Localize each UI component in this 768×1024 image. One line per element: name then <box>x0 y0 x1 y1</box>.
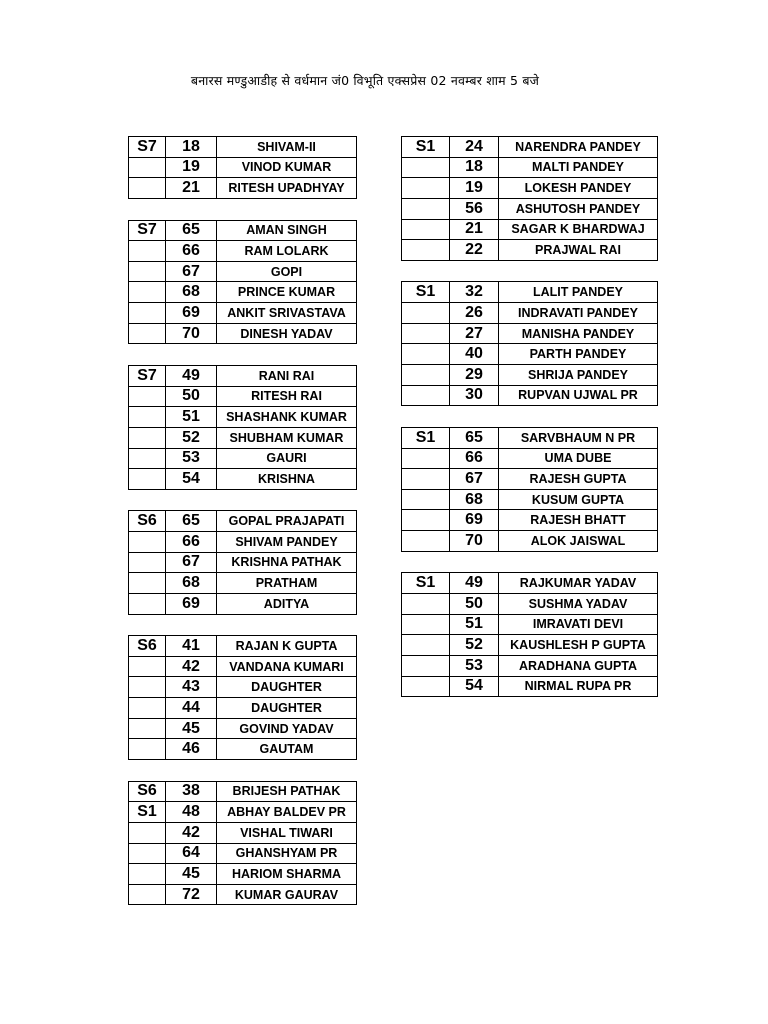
name-cell: SHIVAM PANDEY <box>217 532 357 553</box>
passenger-row <box>129 802 357 823</box>
passenger-row <box>402 219 658 240</box>
passenger-row <box>402 282 658 303</box>
seat-cell: 18 <box>166 137 217 158</box>
passenger-row <box>402 489 658 510</box>
seat-cell: 51 <box>166 407 217 428</box>
coach-cell <box>129 407 166 428</box>
seat-cell: 41 <box>166 636 217 657</box>
seat-cell: 68 <box>166 282 217 303</box>
name-cell: SARVBHAUM N PR <box>499 427 658 448</box>
coach-cell <box>129 593 166 614</box>
seat-cell: 49 <box>450 573 499 594</box>
name-cell: KRISHNA <box>217 469 357 490</box>
name-cell: GOPAL PRAJAPATI <box>217 511 357 532</box>
seat-cell: 45 <box>166 718 217 739</box>
passenger-row <box>129 864 357 885</box>
seat-cell: 52 <box>166 427 217 448</box>
coach-cell <box>402 198 450 219</box>
seat-cell: 66 <box>166 241 217 262</box>
coach-cell: S1 <box>402 137 450 158</box>
seat-cell: 68 <box>450 489 499 510</box>
coach-cell <box>129 884 166 905</box>
passenger-row <box>402 365 658 386</box>
coach-cell <box>402 593 450 614</box>
coach-cell <box>129 698 166 719</box>
coach-cell <box>129 323 166 344</box>
coach-cell <box>402 448 450 469</box>
name-cell: RAJESH BHATT <box>499 510 658 531</box>
name-cell: PRAJWAL RAI <box>499 240 658 261</box>
passenger-row <box>402 157 658 178</box>
seat-cell: 69 <box>166 303 217 324</box>
passenger-group-table <box>128 510 357 614</box>
passenger-row <box>402 198 658 219</box>
passenger-row <box>129 137 357 158</box>
passenger-row <box>129 718 357 739</box>
coach-cell: S6 <box>129 511 166 532</box>
name-cell: PARTH PANDEY <box>499 344 658 365</box>
seat-cell: 22 <box>450 240 499 261</box>
passenger-row <box>129 781 357 802</box>
seat-cell: 38 <box>166 781 217 802</box>
seat-cell: 21 <box>166 178 217 199</box>
passenger-row <box>129 241 357 262</box>
name-cell: SHASHANK KUMAR <box>217 407 357 428</box>
passenger-row <box>402 448 658 469</box>
passenger-row <box>402 178 658 199</box>
page-title: बनारस मण्डुआडीह से वर्धमान जं0 विभूति एक्सप्रेस 02 नवम्बर शाम 5 बजे <box>190 73 540 88</box>
coach-cell <box>129 822 166 843</box>
seat-cell: 43 <box>166 677 217 698</box>
seat-cell: 42 <box>166 822 217 843</box>
passenger-row <box>402 676 658 697</box>
seat-cell: 42 <box>166 656 217 677</box>
passenger-group-table <box>401 427 658 552</box>
seat-cell: 26 <box>450 303 499 324</box>
name-cell: SUSHMA YADAV <box>499 593 658 614</box>
seat-cell: 65 <box>166 220 217 241</box>
passenger-row <box>129 532 357 553</box>
coach-cell: S6 <box>129 781 166 802</box>
coach-cell <box>402 510 450 531</box>
coach-cell <box>402 614 450 635</box>
seat-cell: 70 <box>166 323 217 344</box>
seat-cell: 30 <box>450 385 499 406</box>
coach-cell: S1 <box>402 427 450 448</box>
name-cell: VANDANA KUMARI <box>217 656 357 677</box>
seat-cell: 40 <box>450 344 499 365</box>
passenger-group-table <box>128 220 357 345</box>
seat-cell: 66 <box>166 532 217 553</box>
name-cell: RAJKUMAR YADAV <box>499 573 658 594</box>
seat-cell: 18 <box>450 157 499 178</box>
name-cell: PRINCE KUMAR <box>217 282 357 303</box>
coach-cell <box>402 323 450 344</box>
seat-cell: 29 <box>450 365 499 386</box>
coach-cell <box>129 532 166 553</box>
coach-cell <box>129 241 166 262</box>
name-cell: MANISHA PANDEY <box>499 323 658 344</box>
seat-cell: 53 <box>450 655 499 676</box>
coach-cell <box>129 843 166 864</box>
passenger-row <box>129 157 357 178</box>
name-cell: ADITYA <box>217 593 357 614</box>
passenger-row <box>129 698 357 719</box>
name-cell: NARENDRA PANDEY <box>499 137 658 158</box>
coach-cell <box>129 718 166 739</box>
name-cell: ARADHANA GUPTA <box>499 655 658 676</box>
seat-cell: 45 <box>166 864 217 885</box>
passenger-group-table <box>128 635 357 760</box>
seat-cell: 44 <box>166 698 217 719</box>
passenger-row <box>129 407 357 428</box>
seat-cell: 51 <box>450 614 499 635</box>
seat-cell: 54 <box>450 676 499 697</box>
seat-cell: 50 <box>450 593 499 614</box>
coach-cell <box>129 739 166 760</box>
name-cell: SHUBHAM KUMAR <box>217 427 357 448</box>
name-cell: AMAN SINGH <box>217 220 357 241</box>
passenger-row <box>129 178 357 199</box>
seat-cell: 69 <box>450 510 499 531</box>
passenger-row <box>129 448 357 469</box>
seat-cell: 21 <box>450 219 499 240</box>
name-cell: ALOK JAISWAL <box>499 531 658 552</box>
name-cell: BRIJESH PATHAK <box>217 781 357 802</box>
coach-cell <box>129 656 166 677</box>
name-cell: MALTI PANDEY <box>499 157 658 178</box>
passenger-row <box>402 303 658 324</box>
coach-cell <box>129 178 166 199</box>
coach-cell: S1 <box>402 573 450 594</box>
name-cell: INDRAVATI PANDEY <box>499 303 658 324</box>
seat-cell: 72 <box>166 884 217 905</box>
passenger-row <box>402 655 658 676</box>
passenger-group-table <box>128 781 357 906</box>
coach-cell <box>129 282 166 303</box>
name-cell: RUPVAN UJWAL PR <box>499 385 658 406</box>
passenger-row <box>129 323 357 344</box>
name-cell: UMA DUBE <box>499 448 658 469</box>
seat-cell: 19 <box>166 157 217 178</box>
coach-cell <box>129 261 166 282</box>
coach-cell: S7 <box>129 137 166 158</box>
name-cell: LOKESH PANDEY <box>499 178 658 199</box>
coach-cell <box>129 552 166 573</box>
coach-cell <box>402 635 450 656</box>
coach-cell <box>402 385 450 406</box>
coach-cell <box>129 427 166 448</box>
seat-cell: 65 <box>166 511 217 532</box>
coach-cell <box>402 219 450 240</box>
name-cell: RAJESH GUPTA <box>499 469 658 490</box>
passenger-group-table <box>401 136 658 261</box>
passenger-row <box>129 220 357 241</box>
name-cell: GHANSHYAM PR <box>217 843 357 864</box>
coach-cell <box>129 573 166 594</box>
seat-cell: 65 <box>450 427 499 448</box>
coach-cell <box>402 178 450 199</box>
passenger-row <box>129 469 357 490</box>
seat-cell: 53 <box>166 448 217 469</box>
name-cell: RITESH RAI <box>217 386 357 407</box>
coach-cell: S1 <box>402 282 450 303</box>
seat-cell: 67 <box>166 552 217 573</box>
coach-cell <box>129 157 166 178</box>
coach-cell: S1 <box>129 802 166 823</box>
name-cell: DAUGHTER <box>217 698 357 719</box>
passenger-row <box>129 552 357 573</box>
coach-cell <box>402 489 450 510</box>
passenger-row <box>402 427 658 448</box>
passenger-row <box>129 511 357 532</box>
coach-cell <box>129 303 166 324</box>
seat-cell: 68 <box>166 573 217 594</box>
coach-cell <box>129 386 166 407</box>
coach-cell <box>129 469 166 490</box>
coach-cell: S7 <box>129 365 166 386</box>
name-cell: RANI RAI <box>217 365 357 386</box>
passenger-row <box>402 635 658 656</box>
name-cell: VISHAL TIWARI <box>217 822 357 843</box>
passenger-row <box>402 344 658 365</box>
passenger-row <box>402 593 658 614</box>
seat-cell: 66 <box>450 448 499 469</box>
coach-cell <box>402 240 450 261</box>
passenger-row <box>129 261 357 282</box>
coach-cell <box>402 469 450 490</box>
name-cell: HARIOM SHARMA <box>217 864 357 885</box>
passenger-group-table <box>401 572 658 697</box>
name-cell: PRATHAM <box>217 573 357 594</box>
name-cell: GAUTAM <box>217 739 357 760</box>
left-column <box>128 136 357 926</box>
seat-cell: 69 <box>166 593 217 614</box>
name-cell: KRISHNA PATHAK <box>217 552 357 573</box>
seat-cell: 46 <box>166 739 217 760</box>
passenger-row <box>129 303 357 324</box>
coach-cell <box>129 448 166 469</box>
coach-cell <box>402 365 450 386</box>
coach-cell: S7 <box>129 220 166 241</box>
name-cell: GOPI <box>217 261 357 282</box>
name-cell: SHRIJA PANDEY <box>499 365 658 386</box>
name-cell: ASHUTOSH PANDEY <box>499 198 658 219</box>
seat-cell: 56 <box>450 198 499 219</box>
name-cell: DAUGHTER <box>217 677 357 698</box>
passenger-row <box>402 614 658 635</box>
seat-cell: 24 <box>450 137 499 158</box>
passenger-row <box>129 636 357 657</box>
seat-cell: 67 <box>450 469 499 490</box>
passenger-row <box>402 510 658 531</box>
name-cell: KUSUM GUPTA <box>499 489 658 510</box>
seat-cell: 54 <box>166 469 217 490</box>
seat-cell: 32 <box>450 282 499 303</box>
seat-cell: 70 <box>450 531 499 552</box>
coach-cell <box>129 677 166 698</box>
passenger-row <box>129 282 357 303</box>
seat-cell: 27 <box>450 323 499 344</box>
name-cell: VINOD KUMAR <box>217 157 357 178</box>
passenger-row <box>402 137 658 158</box>
name-cell: IMRAVATI DEVI <box>499 614 658 635</box>
name-cell: KUMAR GAURAV <box>217 884 357 905</box>
seat-cell: 49 <box>166 365 217 386</box>
passenger-row <box>129 739 357 760</box>
passenger-group-table <box>401 281 658 406</box>
passenger-row <box>402 469 658 490</box>
name-cell: SAGAR K BHARDWAJ <box>499 219 658 240</box>
coach-cell <box>402 676 450 697</box>
passenger-row <box>129 822 357 843</box>
name-cell: NIRMAL RUPA PR <box>499 676 658 697</box>
right-column <box>401 136 658 718</box>
name-cell: GOVIND YADAV <box>217 718 357 739</box>
coach-cell <box>402 655 450 676</box>
seat-cell: 67 <box>166 261 217 282</box>
coach-cell <box>402 157 450 178</box>
passenger-group-table <box>128 365 357 490</box>
coach-cell <box>402 303 450 324</box>
name-cell: LALIT PANDEY <box>499 282 658 303</box>
seat-cell: 19 <box>450 178 499 199</box>
passenger-row <box>129 593 357 614</box>
seat-cell: 50 <box>166 386 217 407</box>
name-cell: RAJAN K GUPTA <box>217 636 357 657</box>
seat-cell: 48 <box>166 802 217 823</box>
seat-cell: 64 <box>166 843 217 864</box>
passenger-row <box>129 386 357 407</box>
passenger-row <box>402 240 658 261</box>
passenger-row <box>129 843 357 864</box>
name-cell: RITESH UPADHYAY <box>217 178 357 199</box>
name-cell: SHIVAM-II <box>217 137 357 158</box>
passenger-row <box>402 385 658 406</box>
name-cell: RAM LOLARK <box>217 241 357 262</box>
passenger-row <box>129 884 357 905</box>
coach-cell <box>129 864 166 885</box>
name-cell: DINESH YADAV <box>217 323 357 344</box>
name-cell: GAURI <box>217 448 357 469</box>
passenger-row <box>129 573 357 594</box>
passenger-row <box>402 531 658 552</box>
passenger-row <box>402 573 658 594</box>
passenger-row <box>402 323 658 344</box>
name-cell: ABHAY BALDEV PR <box>217 802 357 823</box>
passenger-row <box>129 365 357 386</box>
passenger-row <box>129 677 357 698</box>
coach-cell: S6 <box>129 636 166 657</box>
passenger-row <box>129 656 357 677</box>
coach-cell <box>402 344 450 365</box>
passenger-group-table <box>128 136 357 199</box>
name-cell: ANKIT SRIVASTAVA <box>217 303 357 324</box>
seat-cell: 52 <box>450 635 499 656</box>
coach-cell <box>402 531 450 552</box>
passenger-row <box>129 427 357 448</box>
name-cell: KAUSHLESH P GUPTA <box>499 635 658 656</box>
